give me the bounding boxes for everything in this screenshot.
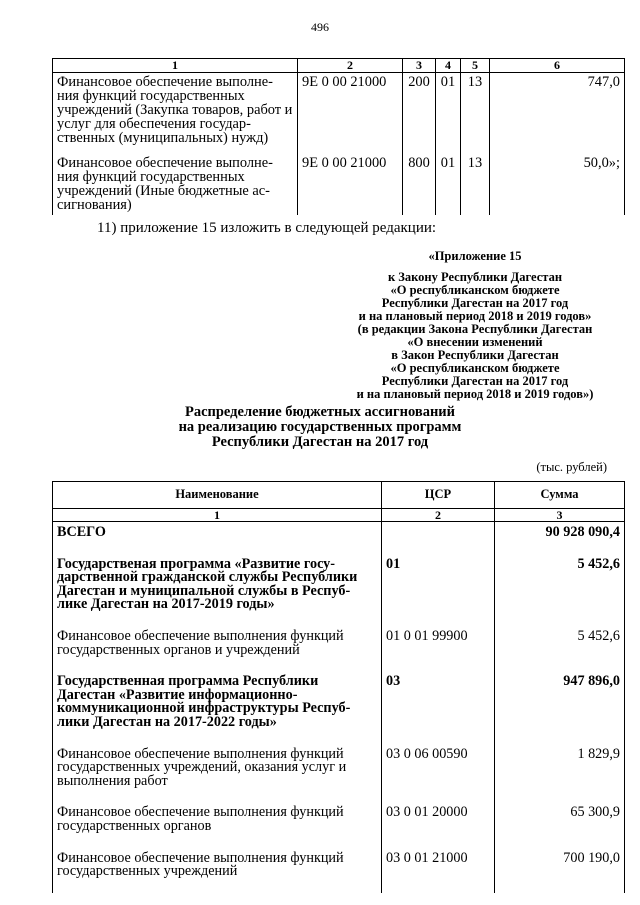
row-sum: 947 896,0 [495, 671, 625, 743]
row-name: Финансовое обеспечение выполнения функций государственных органов [53, 802, 382, 847]
header-cell: 5 [461, 59, 490, 73]
appendix-line: в Закон Республики Дагестан [391, 348, 559, 362]
header-cell: 3 [403, 59, 436, 73]
row-rz: 01 [436, 152, 461, 215]
appendix-line: и на плановый период 2018 и 2019 годов») [356, 387, 594, 401]
appendix-line: «О внесении изменений [407, 335, 543, 349]
row-name: Финансовое обеспечение выполнения функций государственных учреждений, оказания услуг и выполнения работ [53, 744, 382, 803]
row-sum: 700 190,0 [495, 848, 625, 893]
row-rz: 01 [436, 73, 461, 153]
row-name: Государственая программа «Развитие госу-дарственной гражданской службы Республики Дагестан и муниципальной службы в Респуб-лике Дагестан на 2017-2019 годы» [53, 554, 382, 626]
units-label: (тыс. рублей) [536, 460, 607, 474]
title-line: Республики Дагестан на 2017 год [211, 434, 429, 450]
title-line: Распределение бюджетных ассигнований [184, 404, 456, 420]
table-row [53, 73, 625, 153]
table-row [53, 554, 625, 626]
row-csr: 03 0 01 20000 [382, 802, 495, 847]
row-sum: 747,0 [490, 73, 625, 153]
row-csr [382, 522, 495, 554]
table-row [53, 152, 625, 215]
appendix-header [340, 250, 610, 401]
table-row [53, 802, 625, 847]
row-csr: 03 [382, 671, 495, 743]
table-header-row [53, 59, 625, 73]
table-row [53, 626, 625, 671]
row-name: Финансовое обеспечение выполне-ния функций государственных учреждений (Иные бюджетные ас-сигнования) [53, 152, 298, 215]
appendix-line: «О республиканском бюджете [390, 283, 560, 297]
appendix-title: «Приложение 15 [428, 249, 522, 263]
row-sum: 5 452,6 [495, 554, 625, 626]
title-line: на реализацию государственных программ [178, 419, 462, 435]
row-name: ВСЕГО [53, 522, 382, 554]
row-sum: 1 829,9 [495, 744, 625, 803]
row-pr: 13 [461, 152, 490, 215]
appendix-line: Республики Дагестан на 2017 год [381, 374, 569, 388]
header-cell: 4 [436, 59, 461, 73]
row-name: Финансовое обеспечение выполне-ния функций государственных учреждений (Закупка товаров, работ и услуг для обеспечения государ-ственных (муниципальных) нужд) [53, 73, 298, 153]
table-row [53, 848, 625, 893]
row-csr: 01 0 01 99900 [382, 626, 495, 671]
table-header-row [53, 482, 625, 509]
appendix-line: «О республиканском бюджете [390, 361, 560, 375]
appendix-line: к Закону Республики Дагестан [387, 270, 563, 284]
header-cell: 1 [53, 59, 298, 73]
row-name: Финансовое обеспечение выполнения функций государственных учреждений [53, 848, 382, 893]
row-vr: 800 [403, 152, 436, 215]
row-name: Государственная программа Республики Дагестан «Развитие информационно-коммуникационной инфраструктуры Респуб-лики Дагестан на 2017-2022 годы» [53, 671, 382, 743]
column-number: 1 [53, 509, 382, 522]
row-sum: 65 300,9 [495, 802, 625, 847]
column-number: 3 [495, 509, 625, 522]
appendix-line: Республики Дагестан на 2017 год [381, 296, 569, 310]
table-row [53, 522, 625, 554]
appendix-line: (в редакции Закона Республики Дагестан [357, 322, 593, 336]
row-csr: 01 [382, 554, 495, 626]
header-cell: 2 [298, 59, 403, 73]
row-csr: 9Е 0 00 21000 [298, 152, 403, 215]
page-number: 496 [311, 20, 329, 34]
column-number: 2 [382, 509, 495, 522]
document-title [0, 405, 640, 450]
programs-table [52, 481, 625, 893]
row-sum: 5 452,6 [495, 626, 625, 671]
row-name: Финансовое обеспечение выполнения функций государственных органов и учреждений [53, 626, 382, 671]
header-name: Наименование [53, 482, 382, 509]
top-budget-table [52, 58, 625, 215]
header-csr: ЦСР [382, 482, 495, 509]
row-csr: 03 0 01 21000 [382, 848, 495, 893]
header-sum: Сумма [495, 482, 625, 509]
column-number-row [53, 509, 625, 522]
header-cell: 6 [490, 59, 625, 73]
row-csr: 03 0 06 00590 [382, 744, 495, 803]
row-csr: 9Е 0 00 21000 [298, 73, 403, 153]
row-vr: 200 [403, 73, 436, 153]
row-sum: 50,0»; [490, 152, 625, 215]
table-row [53, 744, 625, 803]
row-sum: 90 928 090,4 [495, 522, 625, 554]
appendix-line: и на плановый период 2018 и 2019 годов» [358, 309, 592, 323]
row-pr: 13 [461, 73, 490, 153]
instruction-text: 11) приложение 15 изложить в следующей редакции: [97, 220, 437, 236]
table-row [53, 671, 625, 743]
